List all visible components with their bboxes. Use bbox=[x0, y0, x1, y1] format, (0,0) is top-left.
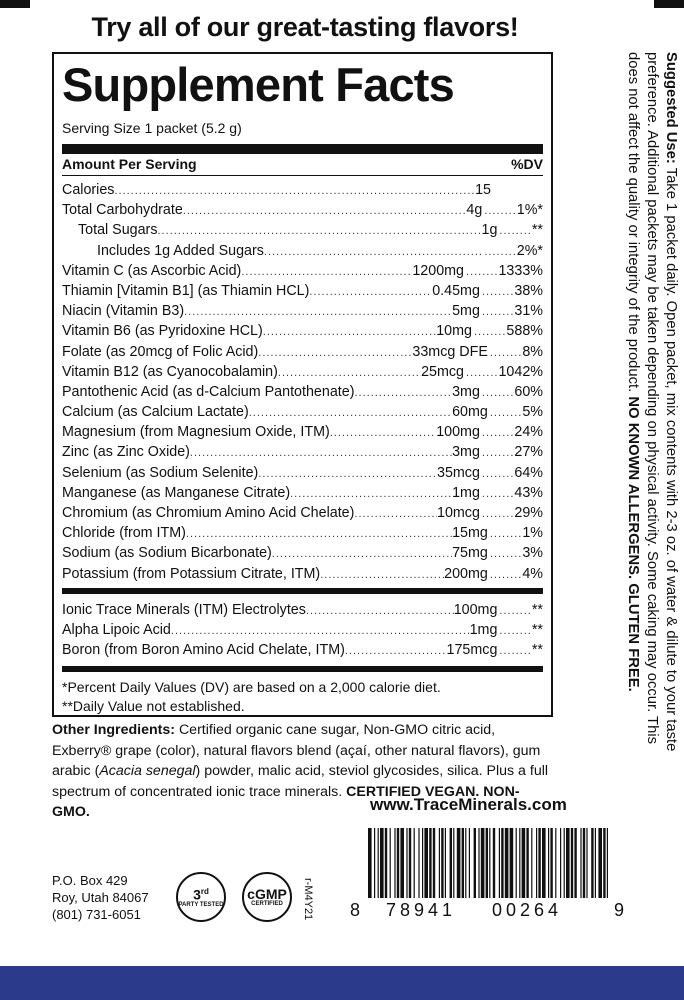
nutrient-dv: ........ 2%* bbox=[484, 241, 543, 262]
nutrient-amount: 10mg bbox=[436, 323, 472, 340]
nutrient-name: Magnesium (from Magnesium Oxide, ITM) bbox=[62, 424, 330, 441]
nutrient-amount: 1mg bbox=[452, 484, 480, 501]
leader-dots bbox=[306, 601, 454, 621]
barcode-bar bbox=[522, 828, 526, 898]
barcode-bar bbox=[591, 828, 593, 898]
barcode-bar bbox=[538, 828, 540, 898]
barcode-bar bbox=[380, 828, 384, 898]
website-link[interactable]: www.TraceMinerals.com bbox=[370, 795, 567, 814]
footnote-not-established: **Daily Value not established. bbox=[62, 698, 245, 715]
nutrient-name: Includes 1g Added Sugars bbox=[97, 242, 264, 259]
barcode-bar bbox=[499, 828, 500, 898]
barcode-bar bbox=[595, 828, 596, 898]
leader-dots bbox=[263, 322, 436, 342]
nutrient-name: Thiamin [Vitamin B1] (as Thiamin HCL) bbox=[62, 282, 310, 299]
footnote-dv: *Percent Daily Values (DV) are based on a 2,000 calorie diet. bbox=[62, 679, 441, 696]
address-line-3: (801) 731-6051 bbox=[52, 907, 141, 922]
barcode-digits-group1: 78941 bbox=[386, 900, 457, 920]
barcode-bar bbox=[445, 828, 446, 898]
nutrient-name: Pantothenic Acid (as d-Calcium Pantothenate) bbox=[62, 383, 355, 400]
nutrient-name: Folate (as 20mcg of Folic Acid) bbox=[62, 343, 259, 360]
nutrient-amount: 15mg bbox=[452, 525, 488, 542]
nutrient-name: Calcium (as Calcium Lactate) bbox=[62, 404, 249, 421]
corner-mark-right bbox=[654, 0, 684, 8]
leader-dots bbox=[264, 242, 482, 262]
supplement-facts-panel bbox=[52, 52, 553, 717]
barcode-bar bbox=[414, 828, 415, 898]
other-ingredients-text1: Certified organic cane sugar, Non-GMO citric acid, Exberry® grape (color), natural flavors blend (açaí, other natural flavors), gum arabic ( bbox=[52, 722, 541, 779]
nutrient-name: Sodium (as Sodium Bicarbonate) bbox=[62, 545, 272, 562]
barcode-bar bbox=[516, 828, 517, 898]
barcode-bar bbox=[424, 828, 428, 898]
suggested-use-panel bbox=[620, 52, 680, 772]
nutrient-amount: 5mg bbox=[452, 303, 480, 320]
barcode-bar bbox=[433, 828, 435, 898]
barcode-bar bbox=[474, 828, 476, 898]
nutrient-list bbox=[62, 180, 543, 584]
nutrient-row bbox=[62, 200, 543, 220]
amount-header: Amount Per Serving bbox=[62, 156, 197, 172]
barcode-bar bbox=[493, 828, 495, 898]
barcode-bar bbox=[450, 828, 452, 898]
badge1-number: 3 bbox=[193, 886, 201, 903]
nutrient-dv: ........ 1042% bbox=[466, 362, 543, 383]
nutrient-name: Chloride (from ITM) bbox=[62, 525, 186, 542]
nutrient-amount: 1200mg bbox=[412, 262, 465, 279]
nutrient-row bbox=[62, 301, 543, 321]
address-line-1: P.O. Box 429 bbox=[52, 873, 128, 888]
nutrient-dv: ........ 1% bbox=[490, 523, 543, 544]
nutrient-name: Total Sugars bbox=[78, 222, 158, 239]
badge2-title: cGMP bbox=[247, 885, 287, 902]
cgmp-certified-badge bbox=[242, 872, 292, 922]
dv-header: %DV bbox=[511, 156, 543, 172]
nutrient-row bbox=[62, 463, 543, 483]
nutrient-row bbox=[62, 362, 543, 382]
corner-mark-left bbox=[0, 0, 30, 8]
leader-dots bbox=[320, 565, 444, 585]
nutrient-dv: ........ 29% bbox=[482, 503, 543, 524]
barcode-bar bbox=[560, 828, 561, 898]
leader-dots bbox=[258, 343, 412, 363]
barcode-bar bbox=[486, 828, 488, 898]
barcode-bar bbox=[390, 828, 391, 898]
barcode-bar bbox=[465, 828, 466, 898]
leader-dots bbox=[186, 524, 452, 544]
nutrient-name: Niacin (Vitamin B3) bbox=[62, 303, 185, 320]
leader-dots bbox=[278, 363, 421, 383]
nutrient-dv: ........ 4% bbox=[490, 564, 543, 585]
barcode-bar bbox=[422, 828, 423, 898]
leader-dots bbox=[241, 262, 412, 282]
nutrient-row bbox=[62, 281, 543, 301]
serving-size: Serving Size 1 packet (5.2 g) bbox=[62, 120, 242, 136]
barcode-bar bbox=[603, 828, 605, 898]
barcode-bar bbox=[409, 828, 411, 898]
barcode-bar bbox=[478, 828, 479, 898]
barcode-bar bbox=[469, 828, 470, 898]
nutrient-amount: 1g bbox=[481, 222, 498, 239]
barcode-bar bbox=[462, 828, 464, 898]
suggested-use-label: Suggested Use: bbox=[663, 52, 679, 164]
nutrient-dv: ........ 64% bbox=[482, 463, 543, 484]
nutrient-name: Potassium (from Potassium Citrate, ITM) bbox=[62, 565, 321, 582]
barcode-bar bbox=[542, 828, 546, 898]
third-party-tested-badge bbox=[176, 872, 226, 922]
badge1-text: PARTY TESTED bbox=[178, 901, 224, 908]
barcode-bar bbox=[453, 828, 454, 898]
version-code: r-M4Y21 bbox=[302, 878, 314, 921]
barcode-bar bbox=[385, 828, 387, 898]
nutrient-name: Zinc (as Zinc Oxide) bbox=[62, 444, 190, 461]
badge2-text: CERTIFIED bbox=[251, 900, 283, 907]
leader-dots bbox=[190, 443, 452, 463]
nutrient-row bbox=[62, 342, 543, 362]
nutrient-name: Ionic Trace Minerals (ITM) Electrolytes bbox=[62, 601, 306, 618]
other-ingredients-label: Other Ingredients: bbox=[52, 722, 175, 738]
nutrient-dv: ........ 60% bbox=[482, 382, 543, 403]
barcode-bar bbox=[429, 828, 431, 898]
nutrient-dv: ........ 31% bbox=[482, 301, 543, 322]
other-ingredients-text2: ) powder, malic acid, steviol glycosides, silica. Plus a full spectrum of concentrated ionic trace minerals. bbox=[52, 763, 549, 800]
badge1-sup: rd bbox=[200, 887, 209, 897]
nutrient-dv: ........ 27% bbox=[482, 442, 543, 463]
barcode-bar bbox=[489, 828, 490, 898]
nutrient-row bbox=[62, 523, 543, 543]
nutrient-amount: 100mg bbox=[436, 424, 480, 441]
nutrient-dv: ........ 43% bbox=[482, 483, 543, 504]
nutrient-amount: 0.45mg bbox=[432, 282, 480, 299]
nutrient-dv: ........ 38% bbox=[482, 281, 543, 302]
nutrient-amount: 175mcg bbox=[446, 642, 498, 659]
divider-mid bbox=[62, 588, 543, 594]
barcode-bar bbox=[526, 828, 528, 898]
barcode-digit-right: 9 bbox=[614, 900, 629, 920]
nutrient-name: Calories bbox=[62, 182, 115, 198]
barcode-bar bbox=[536, 828, 537, 898]
barcode-bar bbox=[598, 828, 602, 898]
nutrient-row bbox=[62, 382, 543, 402]
nutrient-amount: 10mcg bbox=[437, 505, 480, 521]
barcode-bar bbox=[548, 828, 549, 898]
allergen-statement: NO KNOWN ALLERGENS. GLUTEN FREE. bbox=[625, 396, 641, 692]
nutrient-dv: ........ 588% bbox=[474, 321, 543, 342]
nutrient-row bbox=[62, 220, 543, 240]
barcode-bar bbox=[457, 828, 461, 898]
nutrient-dv: ........ 24% bbox=[482, 422, 543, 443]
nutrient-row bbox=[62, 503, 543, 523]
nutrient-dv: ........ ** bbox=[499, 220, 543, 241]
leader-dots bbox=[354, 383, 452, 403]
barcode-bar bbox=[607, 828, 608, 898]
nutrient-name: Vitamin B6 (as Pyridoxine HCL) bbox=[62, 323, 263, 340]
leader-dots bbox=[258, 464, 437, 484]
barcode-bar bbox=[374, 828, 375, 898]
nutrient-row bbox=[62, 422, 543, 442]
nutrient-name: Vitamin B12 (as Cyanocobalamin) bbox=[62, 363, 278, 380]
barcode-bar bbox=[378, 828, 379, 898]
leader-dots bbox=[171, 621, 470, 641]
nutrient-amount: 1mg bbox=[469, 621, 498, 638]
nutrient-row bbox=[62, 402, 543, 422]
nutrient-row bbox=[62, 261, 543, 281]
barcode-bar bbox=[406, 828, 407, 898]
leader-dots bbox=[290, 484, 452, 504]
barcode-bar bbox=[566, 828, 570, 898]
other-nutrient-list bbox=[62, 600, 543, 661]
upc-barcode bbox=[368, 828, 608, 898]
nutrient-amount: 4g bbox=[466, 202, 483, 219]
barcode-bar bbox=[571, 828, 573, 898]
barcode-bar bbox=[441, 828, 443, 898]
barcode-digits-group2: 00264 bbox=[492, 900, 563, 920]
barcode-digit-left: 8 bbox=[350, 900, 365, 920]
nutrient-row bbox=[62, 241, 543, 261]
nutrient-dv: ........ 1%* bbox=[484, 200, 543, 221]
leader-dots bbox=[114, 181, 475, 201]
nutrient-amount: 60mg bbox=[452, 404, 488, 421]
mailing-address bbox=[52, 872, 149, 923]
other-ingredients-italic: Acacia senegal bbox=[99, 763, 196, 779]
nutrient-row bbox=[62, 640, 543, 660]
facts-title: Supplement Facts bbox=[62, 58, 455, 111]
nutrient-row bbox=[62, 620, 543, 640]
barcode-bar bbox=[564, 828, 565, 898]
nutrient-dv: ........ 5% bbox=[490, 402, 543, 423]
nutrient-row bbox=[62, 564, 543, 584]
barcode-bar bbox=[580, 828, 581, 898]
suggested-use-text: Take 1 packet daily. Open packet, mix contents with 2-3 oz. of water & dilute to your taste preference. Additional packets may be taken depending on physical activity. Some caking may occur. This does not affect the quality or integrity of the product. bbox=[625, 52, 679, 752]
nutrient-amount: 33mcg DFE bbox=[412, 343, 488, 360]
nutrient-row bbox=[62, 600, 543, 620]
nutrient-dv: ........ 3% bbox=[490, 543, 543, 564]
nutrient-amount: 3mg bbox=[452, 444, 480, 461]
nutrient-amount: 200mg bbox=[444, 565, 488, 582]
barcode-bar bbox=[368, 828, 372, 898]
barcode-bar bbox=[519, 828, 520, 898]
divider-thick bbox=[62, 144, 543, 154]
leader-dots bbox=[184, 302, 452, 322]
barcode-bar bbox=[531, 828, 532, 898]
barcode-bar bbox=[586, 828, 587, 898]
barcode-bar bbox=[501, 828, 503, 898]
nutrient-amount: 100mg bbox=[453, 601, 498, 618]
amount-header-row bbox=[62, 154, 543, 176]
nutrient-dv: ........ ** bbox=[499, 640, 543, 661]
nutrient-amount: 3mg bbox=[452, 383, 480, 400]
barcode-bar bbox=[400, 828, 404, 898]
leader-dots bbox=[272, 544, 452, 564]
barcode-bar bbox=[439, 828, 440, 898]
nutrient-dv: ........ 8% bbox=[490, 342, 543, 363]
nutrient-dv: ........ ** bbox=[499, 620, 543, 641]
nutrient-amount: 15 bbox=[475, 182, 491, 198]
vegan-statement: CERTIFIED VEGAN. NON-GMO. bbox=[52, 783, 520, 820]
nutrient-dv: ........ 1333% bbox=[466, 261, 543, 282]
barcode-bar bbox=[418, 828, 419, 898]
nutrient-row bbox=[62, 180, 543, 200]
nutrient-amount: 35mcg bbox=[437, 464, 480, 481]
leader-dots bbox=[157, 221, 481, 241]
divider-bottom bbox=[62, 666, 543, 672]
nutrient-row bbox=[62, 483, 543, 503]
leader-dots bbox=[330, 423, 436, 443]
barcode-bar bbox=[574, 828, 576, 898]
leader-dots bbox=[249, 403, 452, 423]
barcode-bar bbox=[394, 828, 395, 898]
barcode-bar bbox=[505, 828, 509, 898]
nutrient-name: Total Carbohydrate bbox=[62, 202, 183, 219]
nutrient-row bbox=[62, 543, 543, 563]
nutrient-name: Alpha Lipoic Acid bbox=[62, 621, 171, 638]
leader-dots bbox=[309, 282, 432, 302]
leader-dots bbox=[345, 641, 447, 661]
barcode-bar bbox=[550, 828, 552, 898]
barcode-bar bbox=[583, 828, 585, 898]
nutrient-name: Chromium (as Chromium Amino Acid Chelate) bbox=[62, 505, 355, 521]
nutrient-name: Selenium (as Sodium Selenite) bbox=[62, 464, 259, 481]
barcode-bar bbox=[510, 828, 514, 898]
leader-dots bbox=[354, 504, 437, 524]
barcode-bar bbox=[481, 828, 485, 898]
nutrient-dv: ........ ** bbox=[499, 600, 543, 621]
address-line-2: Roy, Utah 84067 bbox=[52, 890, 149, 905]
barcode-bar bbox=[555, 828, 556, 898]
bottom-color-band bbox=[0, 966, 684, 1000]
nutrient-row bbox=[62, 321, 543, 341]
nutrient-name: Vitamin C (as Ascorbic Acid) bbox=[62, 262, 242, 279]
nutrient-name: Manganese (as Manganese Citrate) bbox=[62, 484, 291, 501]
leader-dots bbox=[183, 201, 467, 221]
nutrient-amount: 75mg bbox=[452, 545, 488, 562]
nutrient-row bbox=[62, 442, 543, 462]
nutrient-amount: 25mcg bbox=[421, 363, 465, 380]
barcode-bar bbox=[397, 828, 399, 898]
headline: Try all of our great-tasting flavors! bbox=[91, 12, 519, 42]
nutrient-name: Boron (from Boron Amino Acid Chelate, ITM) bbox=[62, 642, 345, 659]
